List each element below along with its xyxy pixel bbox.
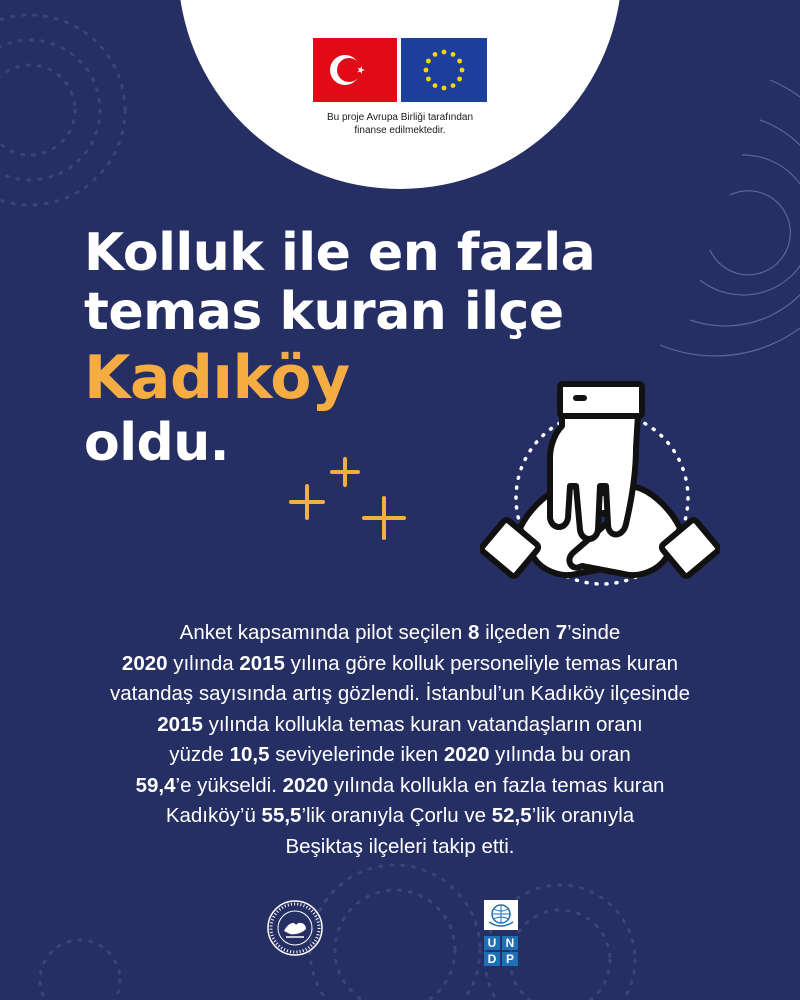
stat-number: 2020 — [121, 651, 168, 675]
funding-line-2: finanse edilmektedir. — [354, 125, 446, 136]
text-span: ’lik oranıyla — [531, 804, 635, 827]
text-span: yılında kollukla temas kuran vatandaşların oranı — [202, 712, 643, 736]
stat-number: 7 — [555, 621, 568, 644]
body-line-8: Beşiktaş ilçeleri takip etti. — [285, 834, 515, 858]
text-span: yılında bu oran — [489, 743, 631, 766]
stat-number: 2015 — [239, 651, 285, 675]
hands-together-icon — [480, 378, 720, 608]
undp-letter-p: P — [502, 952, 518, 966]
headline-line-2: temas kuran ilçe — [84, 282, 564, 342]
body-line-1 — [40, 618, 760, 649]
text-span: seviyelerinde iken — [269, 743, 444, 766]
un-emblem-icon — [484, 900, 518, 930]
body-paragraph — [40, 618, 760, 862]
eu-flag-icon — [401, 38, 487, 102]
stat-number: 59,4 — [135, 773, 176, 797]
ministry-seal-icon — [266, 899, 324, 957]
stat-number: 52,5 — [491, 804, 532, 827]
text-span: yüzde — [169, 743, 230, 766]
stat-number: 8 — [467, 621, 480, 644]
body-line-6 — [40, 771, 760, 802]
undp-logo — [484, 900, 518, 966]
text-span: Kadıköy’ü — [165, 804, 262, 827]
body-line-5 — [40, 740, 760, 771]
stat-number: 10,5 — [229, 743, 270, 766]
funding-note — [280, 111, 520, 137]
body-line-4 — [40, 710, 760, 741]
stat-number: 2015 — [157, 712, 203, 736]
headline-district: Kadıköy — [84, 343, 350, 413]
text-span: ’lik oranıyla Çorlu ve — [301, 804, 492, 827]
body-line-7 — [40, 801, 760, 832]
stat-number: 2020 — [282, 773, 329, 797]
body-line-2 — [40, 649, 760, 680]
funding-line-1: Bu proje Avrupa Birliği tarafından — [326, 112, 473, 123]
undp-letter-d: D — [484, 952, 500, 966]
text-span: Anket kapsamında pilot seçilen — [179, 621, 468, 644]
text-span: yılında kollukla en fazla temas kuran — [328, 773, 665, 797]
text-span: ’sinde — [567, 621, 621, 644]
text-span: yılında — [167, 651, 240, 675]
body-line-3: vatandaş sayısında artış gözlendi. İstanbul’un Kadıköy ilçesinde — [109, 682, 691, 705]
sparkle-plus-icon — [286, 452, 416, 552]
undp-letter-n: N — [502, 936, 518, 950]
stat-number: 55,5 — [261, 804, 302, 827]
undp-letters — [484, 936, 518, 966]
partner-flags — [313, 38, 493, 108]
text-span: yılına göre kolluk personeliyle temas kuran — [284, 651, 679, 675]
stat-number: 2020 — [443, 743, 490, 766]
headline-line-4: oldu. — [84, 413, 230, 473]
text-span: ’e yükseldi. — [175, 773, 283, 797]
undp-letter-u: U — [484, 936, 500, 950]
headline-line-1: Kolluk ile en fazla — [84, 223, 596, 283]
turkey-flag-icon — [313, 38, 397, 102]
text-span: ilçeden — [479, 621, 556, 644]
